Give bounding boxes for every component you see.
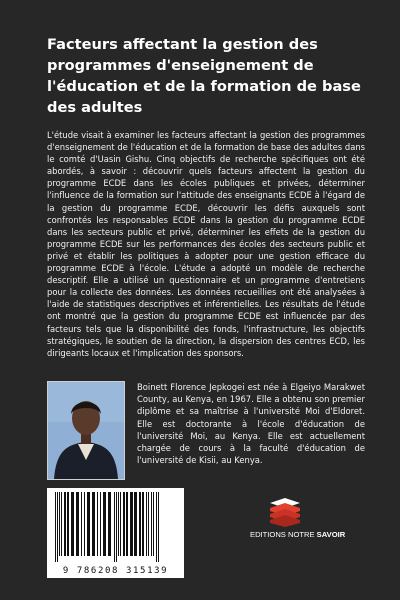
book-title: Facteurs affectant la gestion des programmes d'enseignement de l'éducation et de la formation de base des adultes xyxy=(47,36,361,116)
barcode-bar xyxy=(84,492,85,556)
stacked-books-logo-icon xyxy=(268,497,302,527)
barcode-bar xyxy=(97,492,98,556)
isbn-digits: 9 786208 315139 xyxy=(62,566,169,576)
barcode-bar xyxy=(55,492,56,562)
barcode-bar xyxy=(71,492,74,556)
barcode-bar xyxy=(126,492,128,556)
barcode-bar xyxy=(67,492,69,556)
publisher-suffix: SAVOIR xyxy=(316,530,346,539)
barcode-bar xyxy=(100,492,101,556)
barcode-icon xyxy=(47,488,184,566)
barcode-bar xyxy=(87,492,90,556)
barcode-bar xyxy=(142,492,144,556)
barcode-bar xyxy=(120,492,121,556)
barcode-bar xyxy=(64,492,66,556)
barcode-bar xyxy=(92,492,95,556)
barcode-bar xyxy=(118,492,119,556)
barcode-bar xyxy=(153,492,154,556)
barcode-bar xyxy=(81,492,82,556)
author-photo xyxy=(47,381,125,480)
barcode-bar xyxy=(158,492,159,562)
barcode-bar xyxy=(108,492,111,556)
barcode-bar xyxy=(103,492,106,556)
barcode-bar xyxy=(130,492,133,556)
barcode-bar xyxy=(151,492,152,556)
book-abstract: L'étude visait à examiner les facteurs affectant la gestion des programmes d'enseignement de l'éducation et de la formation de base des adultes dans le comté d'Uasin Gishu. Cinq objectifs de recherche spécifiques ont été abordés, à savoir : découvrir quels facteurs affectent la gestion du programme ECDE dans les écoles publiques et privées, déterminer l'influence de la formation sur l'attitude des enseignants ECDE à l'égard de la gestion du programme ECDE, découvrir les défis auxquels sont confrontés les responsables ECDE dans la gestion du programme ECDE dans les secteurs public et privé, déterminer les effets de la gestion du programme ECDE sur les performances des écoles des secteurs public et privé et établir les politiques à adopter pour une gestion efficace du programme ECDE à l'école. L'étude a adopté un modèle de recherche descriptif. Elle a utilisé un questionnaire et un programme d'entretiens pour la collecte des données. Les données recueillies ont été analysées à l'aide de statistiques descriptives et inférentielles. Les résultats de l'étude ont montré que la gestion du programme ECDE est influencée par des facteurs tels que la disponibilité des fonds, l'infrastructure, les objectifs stratégiques, le soutien de la direction, la dispersion des centres ECD, les dirigeants locaux et l'implication des sponsors. xyxy=(47,130,365,358)
barcode-bar xyxy=(116,492,117,562)
publisher-mark xyxy=(250,497,346,539)
barcode-bar xyxy=(114,492,115,562)
barcode-bar xyxy=(156,492,157,562)
barcode-bar xyxy=(57,492,58,562)
barcode-bar xyxy=(134,492,137,556)
barcode-bar xyxy=(61,492,62,556)
publisher-prefix: EDITIONS NOTRE xyxy=(250,530,317,539)
barcode-bar xyxy=(146,492,147,556)
barcode-bar xyxy=(59,492,60,556)
publisher-name xyxy=(250,530,346,539)
author-portrait-icon xyxy=(48,382,124,479)
barcode-bar xyxy=(123,492,125,556)
barcode-bar xyxy=(76,492,79,556)
barcode-bar xyxy=(148,492,149,556)
author-bio: Boinett Florence Jepkogei est née à Elgeiyo Marakwet County, au Kenya, en 1967. Elle a obtenu son premier diplôme et sa maîtrise à l'université Moi d'Eldoret. Elle est doctorante à l'école d'éducation de l'université Moi, au Kenya. Elle est actuellement chargée de cours à la faculté d'éducation de l'université de Kisii, au Kenya. xyxy=(137,382,365,466)
isbn-barcode xyxy=(47,488,184,578)
barcode-bar xyxy=(139,492,141,556)
